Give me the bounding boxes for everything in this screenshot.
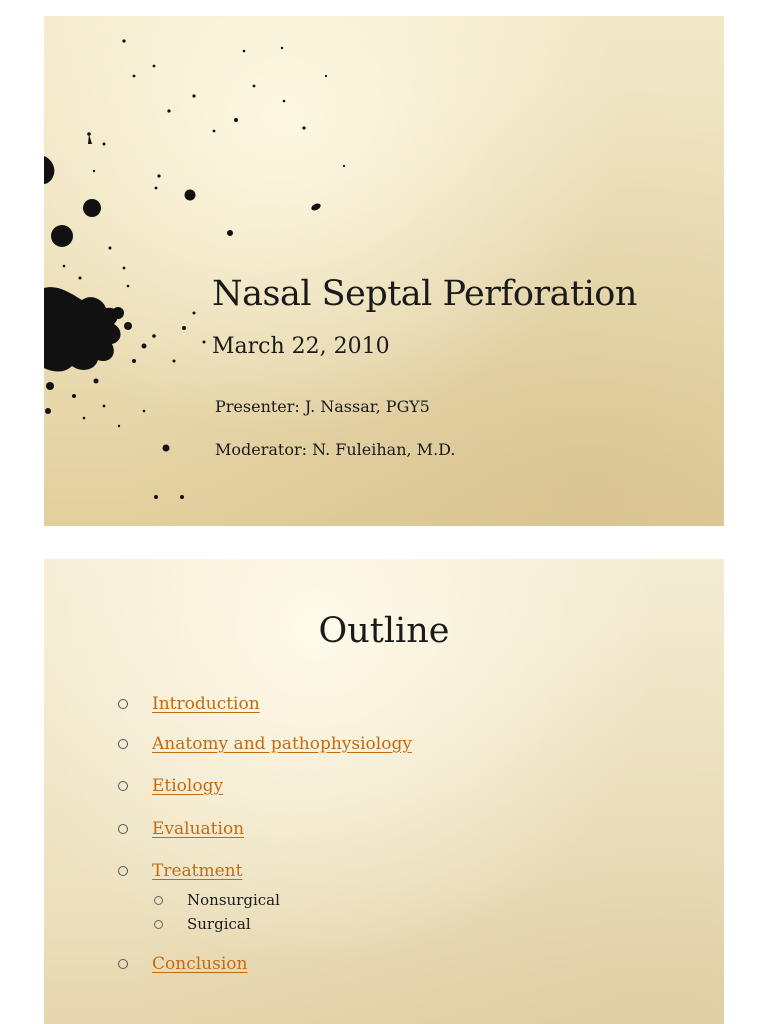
circle-bullet-icon — [118, 824, 128, 834]
slide-title: Nasal Septal Perforation — [212, 274, 637, 314]
anatomy-link[interactable]: Anatomy and pathophysiology — [152, 734, 412, 754]
outline-slide — [44, 559, 724, 1024]
outline-item-evaluation — [118, 819, 244, 839]
subitem-label: Nonsurgical — [187, 891, 280, 909]
etiology-link[interactable]: Etiology — [152, 776, 224, 796]
moderator-line: Moderator: N. Fuleihan, M.D. — [215, 440, 456, 459]
circle-bullet-icon — [118, 739, 128, 749]
evaluation-link[interactable]: Evaluation — [152, 819, 245, 839]
outline-item-etiology — [118, 776, 223, 796]
conclusion-link[interactable]: Conclusion — [152, 954, 248, 974]
circle-bullet-icon — [118, 959, 128, 969]
presenter-line: Presenter: J. Nassar, PGY5 — [215, 397, 430, 416]
title-slide — [44, 16, 724, 526]
circle-bullet-icon — [154, 920, 163, 929]
outline-subitem-nonsurgical — [154, 891, 280, 909]
circle-bullet-icon — [118, 781, 128, 791]
outline-item-conclusion — [118, 954, 247, 974]
circle-bullet-icon — [118, 866, 128, 876]
outline-list — [44, 559, 724, 1024]
outline-item-anatomy — [118, 734, 412, 754]
introduction-link[interactable]: Introduction — [152, 694, 260, 714]
treatment-link[interactable]: Treatment — [152, 861, 243, 881]
circle-bullet-icon — [118, 699, 128, 709]
presentation-date: March 22, 2010 — [212, 334, 390, 359]
subitem-label: Surgical — [187, 915, 251, 933]
circle-bullet-icon — [154, 896, 163, 905]
outline-item-treatment — [118, 861, 242, 881]
outline-title: Outline — [318, 611, 450, 651]
outline-subitem-surgical — [154, 915, 251, 933]
outline-item-introduction — [118, 694, 260, 714]
